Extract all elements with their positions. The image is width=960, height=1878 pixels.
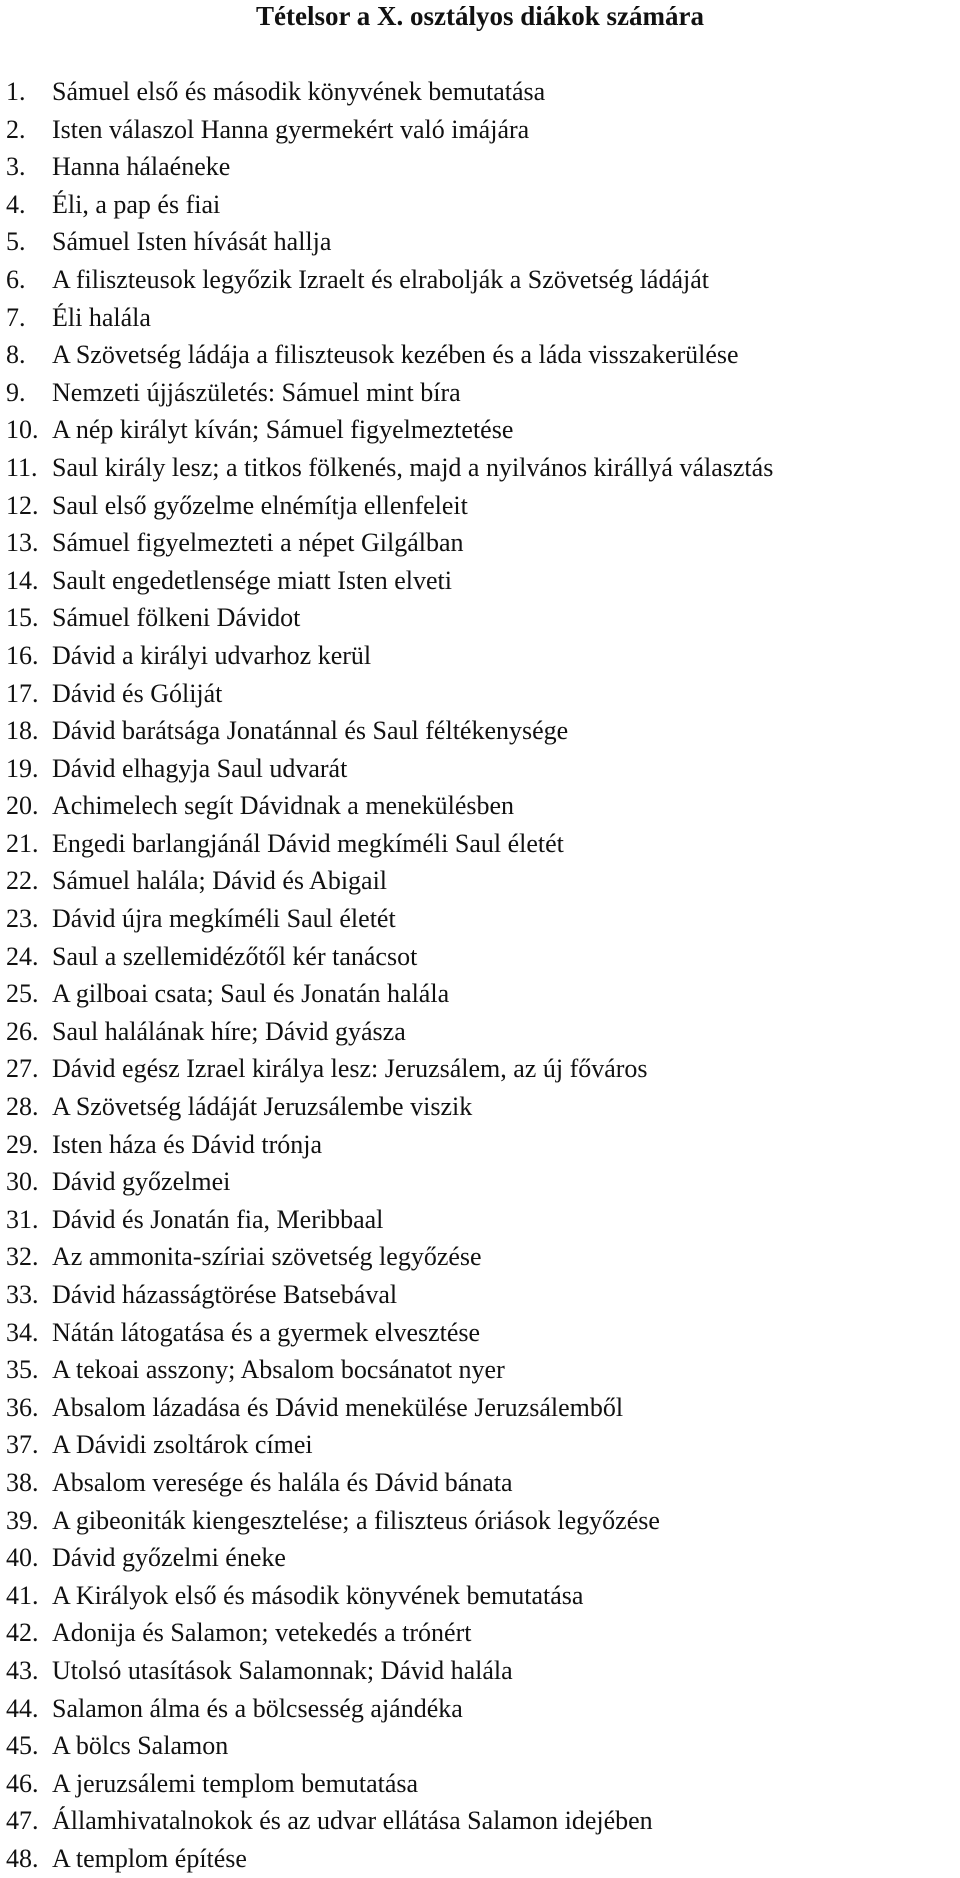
item-number: 9.: [6, 377, 26, 407]
item-number: 25.: [6, 979, 39, 1009]
item-text: A bölcs Salamon: [52, 1731, 229, 1761]
list-item: [6, 1314, 773, 1352]
item-number: 12.: [6, 490, 39, 520]
item-number: 5.: [6, 227, 26, 257]
item-number: 6.: [6, 264, 26, 294]
item-number: 33.: [6, 1280, 39, 1309]
item-number: 10.: [6, 415, 39, 445]
list-item: [6, 1690, 773, 1728]
item-number: 45.: [6, 1731, 39, 1761]
list-item: [6, 975, 773, 1013]
list-item: [6, 1238, 773, 1276]
item-text: A tekoai asszony; Absalom bocsánatot nyer: [52, 1355, 505, 1385]
item-text: Sámuel Isten hívását hallja: [52, 227, 332, 257]
item-text: Sámuel fölkeni Dávidot: [52, 603, 301, 633]
list-item: [6, 261, 773, 299]
item-number: 35.: [6, 1355, 39, 1385]
list-item: [6, 148, 773, 186]
item-text: Salamon álma és a bölcsesség ajándéka: [52, 1693, 463, 1723]
list-item: [6, 1539, 773, 1577]
item-text: Nátán látogatása és a gyermek elvesztése: [52, 1317, 481, 1347]
list-item: [6, 1201, 773, 1239]
item-number: 29.: [6, 1129, 39, 1159]
item-number: 24.: [6, 941, 39, 971]
item-number: 18.: [6, 716, 39, 746]
item-text: Éli, a pap és fiai: [52, 189, 221, 219]
list-item: [6, 186, 773, 224]
item-text: A Királyok első és második könyvének bemutatása: [52, 1580, 584, 1610]
item-text: Dávid barátsága Jonatánnal és Saul féltékenysége: [52, 716, 569, 746]
list-item: [6, 675, 773, 713]
item-text: Éli halála: [52, 302, 151, 332]
item-text: Utolsó utasítások Salamonnak; Dávid halála: [52, 1655, 513, 1685]
item-number: 7.: [6, 302, 26, 332]
list-item: [6, 900, 773, 938]
item-text: A templom építése: [52, 1843, 247, 1873]
item-number: 43.: [6, 1655, 39, 1685]
item-number: 38.: [6, 1467, 39, 1497]
item-text: Dávid újra megkíméli Saul életét: [52, 904, 396, 934]
item-text: A gibeoniták kiengesztelése; a filiszteus óriások legyőzése: [52, 1505, 660, 1535]
item-text: Dávid házasságtörése Batsebával: [52, 1280, 398, 1309]
list-item: [6, 374, 773, 412]
item-number: 44.: [6, 1693, 39, 1723]
list-item: [6, 1614, 773, 1652]
list-item: [6, 787, 773, 825]
item-text: Nemzeti újjászületés: Sámuel mint bíra: [52, 377, 461, 407]
item-number: 17.: [6, 678, 39, 708]
list-item: [6, 1802, 773, 1840]
list-item: [6, 1013, 773, 1051]
item-text: Dávid és Góliját: [52, 678, 223, 708]
list-item: [6, 1389, 773, 1427]
item-number: 46.: [6, 1768, 39, 1798]
list-item: [6, 599, 773, 637]
list-item: [6, 223, 773, 261]
list-item: [6, 1050, 773, 1088]
list-item: [6, 1088, 773, 1126]
item-number: 21.: [6, 828, 39, 858]
list-item: [6, 637, 773, 675]
item-text: Saul a szellemidézőtől kér tanácsot: [52, 941, 418, 971]
item-text: A gilboai csata; Saul és Jonatán halála: [52, 979, 450, 1009]
item-text: A Szövetség ládája a filiszteusok kezében és a láda visszakerülése: [52, 340, 739, 370]
list-item: [6, 1426, 773, 1464]
item-text: Saul első győzelme elnémítja ellenfeleit: [52, 490, 468, 520]
list-item: [6, 862, 773, 900]
item-text: A jeruzsálemi templom bemutatása: [52, 1768, 419, 1798]
item-text: Absalom lázadása és Dávid menekülése Jeruzsálemből: [52, 1392, 624, 1422]
item-number: 37.: [6, 1430, 39, 1460]
list-item: [6, 299, 773, 337]
item-number: 3.: [6, 152, 26, 182]
item-number: 40.: [6, 1543, 39, 1573]
item-text: Adonija és Salamon; vetekedés a trónért: [52, 1618, 472, 1648]
item-number: 20.: [6, 791, 39, 821]
item-text: Dávid és Jonatán fia, Meribbaal: [52, 1204, 384, 1234]
item-text: Engedi barlangjánál Dávid megkíméli Saul életét: [52, 828, 564, 858]
list-item: [6, 1840, 773, 1878]
item-number: 8.: [6, 340, 26, 370]
list-item: [6, 487, 773, 525]
list-item: [6, 562, 773, 600]
item-number: 39.: [6, 1505, 39, 1535]
item-number: 22.: [6, 866, 39, 896]
item-number: 1.: [6, 77, 26, 106]
item-number: 15.: [6, 603, 39, 633]
item-number: 4.: [6, 189, 26, 219]
item-text: A Dávidi zsoltárok címei: [52, 1430, 313, 1460]
list-item: [6, 712, 773, 750]
item-number: 41.: [6, 1580, 39, 1610]
item-text: Hanna hálaéneke: [52, 152, 231, 182]
item-number: 47.: [6, 1806, 39, 1836]
item-text: A filiszteusok legyőzik Izraelt és elrabolják a Szövetség ládáját: [52, 264, 709, 294]
item-text: Dávid egész Izrael királya lesz: Jeruzsálem, az új főváros: [52, 1054, 648, 1084]
item-text: A nép királyt kíván; Sámuel figyelmeztetése: [52, 415, 514, 445]
item-number: 14.: [6, 565, 39, 595]
list-item: [6, 750, 773, 788]
list-item: [6, 1126, 773, 1164]
item-number: 23.: [6, 904, 39, 934]
item-number: 34.: [6, 1317, 39, 1347]
item-number: 2.: [6, 114, 26, 144]
item-text: Isten válaszol Hanna gyermekért való imájára: [52, 114, 530, 144]
item-text: Isten háza és Dávid trónja: [52, 1129, 323, 1159]
list-item: [6, 1502, 773, 1540]
list-item: [6, 1765, 773, 1803]
list-item: [6, 1727, 773, 1765]
item-number: 31.: [6, 1204, 39, 1234]
list-item: [6, 1163, 773, 1201]
topic-list: [6, 73, 773, 1878]
item-text: Dávid a királyi udvarhoz kerül: [52, 640, 372, 670]
item-text: Dávid győzelmei: [52, 1167, 231, 1197]
item-text: Sámuel halála; Dávid és Abigail: [52, 866, 388, 896]
item-number: 19.: [6, 753, 39, 783]
item-text: Absalom veresége és halála és Dávid bánata: [52, 1467, 513, 1497]
list-item: [6, 1577, 773, 1615]
item-number: 28.: [6, 1092, 39, 1122]
document-title: Tételsor a X. osztályos diákok számára: [256, 1, 704, 31]
item-text: Achimelech segít Dávidnak a menekülésben: [52, 791, 515, 821]
item-text: Saul halálának híre; Dávid gyásza: [52, 1016, 406, 1046]
item-number: 30.: [6, 1167, 39, 1197]
item-number: 13.: [6, 528, 39, 558]
list-item: [6, 111, 773, 149]
item-text: Sault engedetlensége miatt Isten elveti: [52, 565, 452, 595]
item-number: 27.: [6, 1054, 39, 1084]
item-text: Saul király lesz; a titkos fölkenés, majd a nyilvános királlyá választás: [52, 452, 774, 482]
item-number: 36.: [6, 1392, 39, 1422]
item-number: 16.: [6, 640, 39, 670]
list-item: [6, 411, 773, 449]
list-item: [6, 938, 773, 976]
list-item: [6, 336, 773, 374]
list-item: [6, 1351, 773, 1389]
list-item: [6, 73, 773, 111]
item-text: Dávid győzelmi éneke: [52, 1543, 286, 1573]
item-number: 48.: [6, 1843, 39, 1873]
list-item: [6, 1464, 773, 1502]
item-text: Államhivatalnokok és az udvar ellátása Salamon idejében: [52, 1806, 653, 1836]
list-item: [6, 449, 773, 487]
list-item: [6, 524, 773, 562]
list-item: [6, 825, 773, 863]
item-text: Sámuel figyelmezteti a népet Gilgálban: [52, 528, 464, 558]
list-item: [6, 1652, 773, 1690]
item-text: Dávid elhagyja Saul udvarát: [52, 753, 348, 783]
item-number: 32.: [6, 1242, 39, 1272]
item-text: A Szövetség ládáját Jeruzsálembe viszik: [52, 1092, 473, 1122]
item-number: 11.: [6, 452, 38, 482]
item-text: Sámuel első és második könyvének bemutatása: [52, 77, 546, 106]
list-item: [6, 1276, 773, 1314]
item-number: 42.: [6, 1618, 39, 1648]
item-text: Az ammonita-szíriai szövetség legyőzése: [52, 1242, 482, 1272]
item-number: 26.: [6, 1016, 39, 1046]
